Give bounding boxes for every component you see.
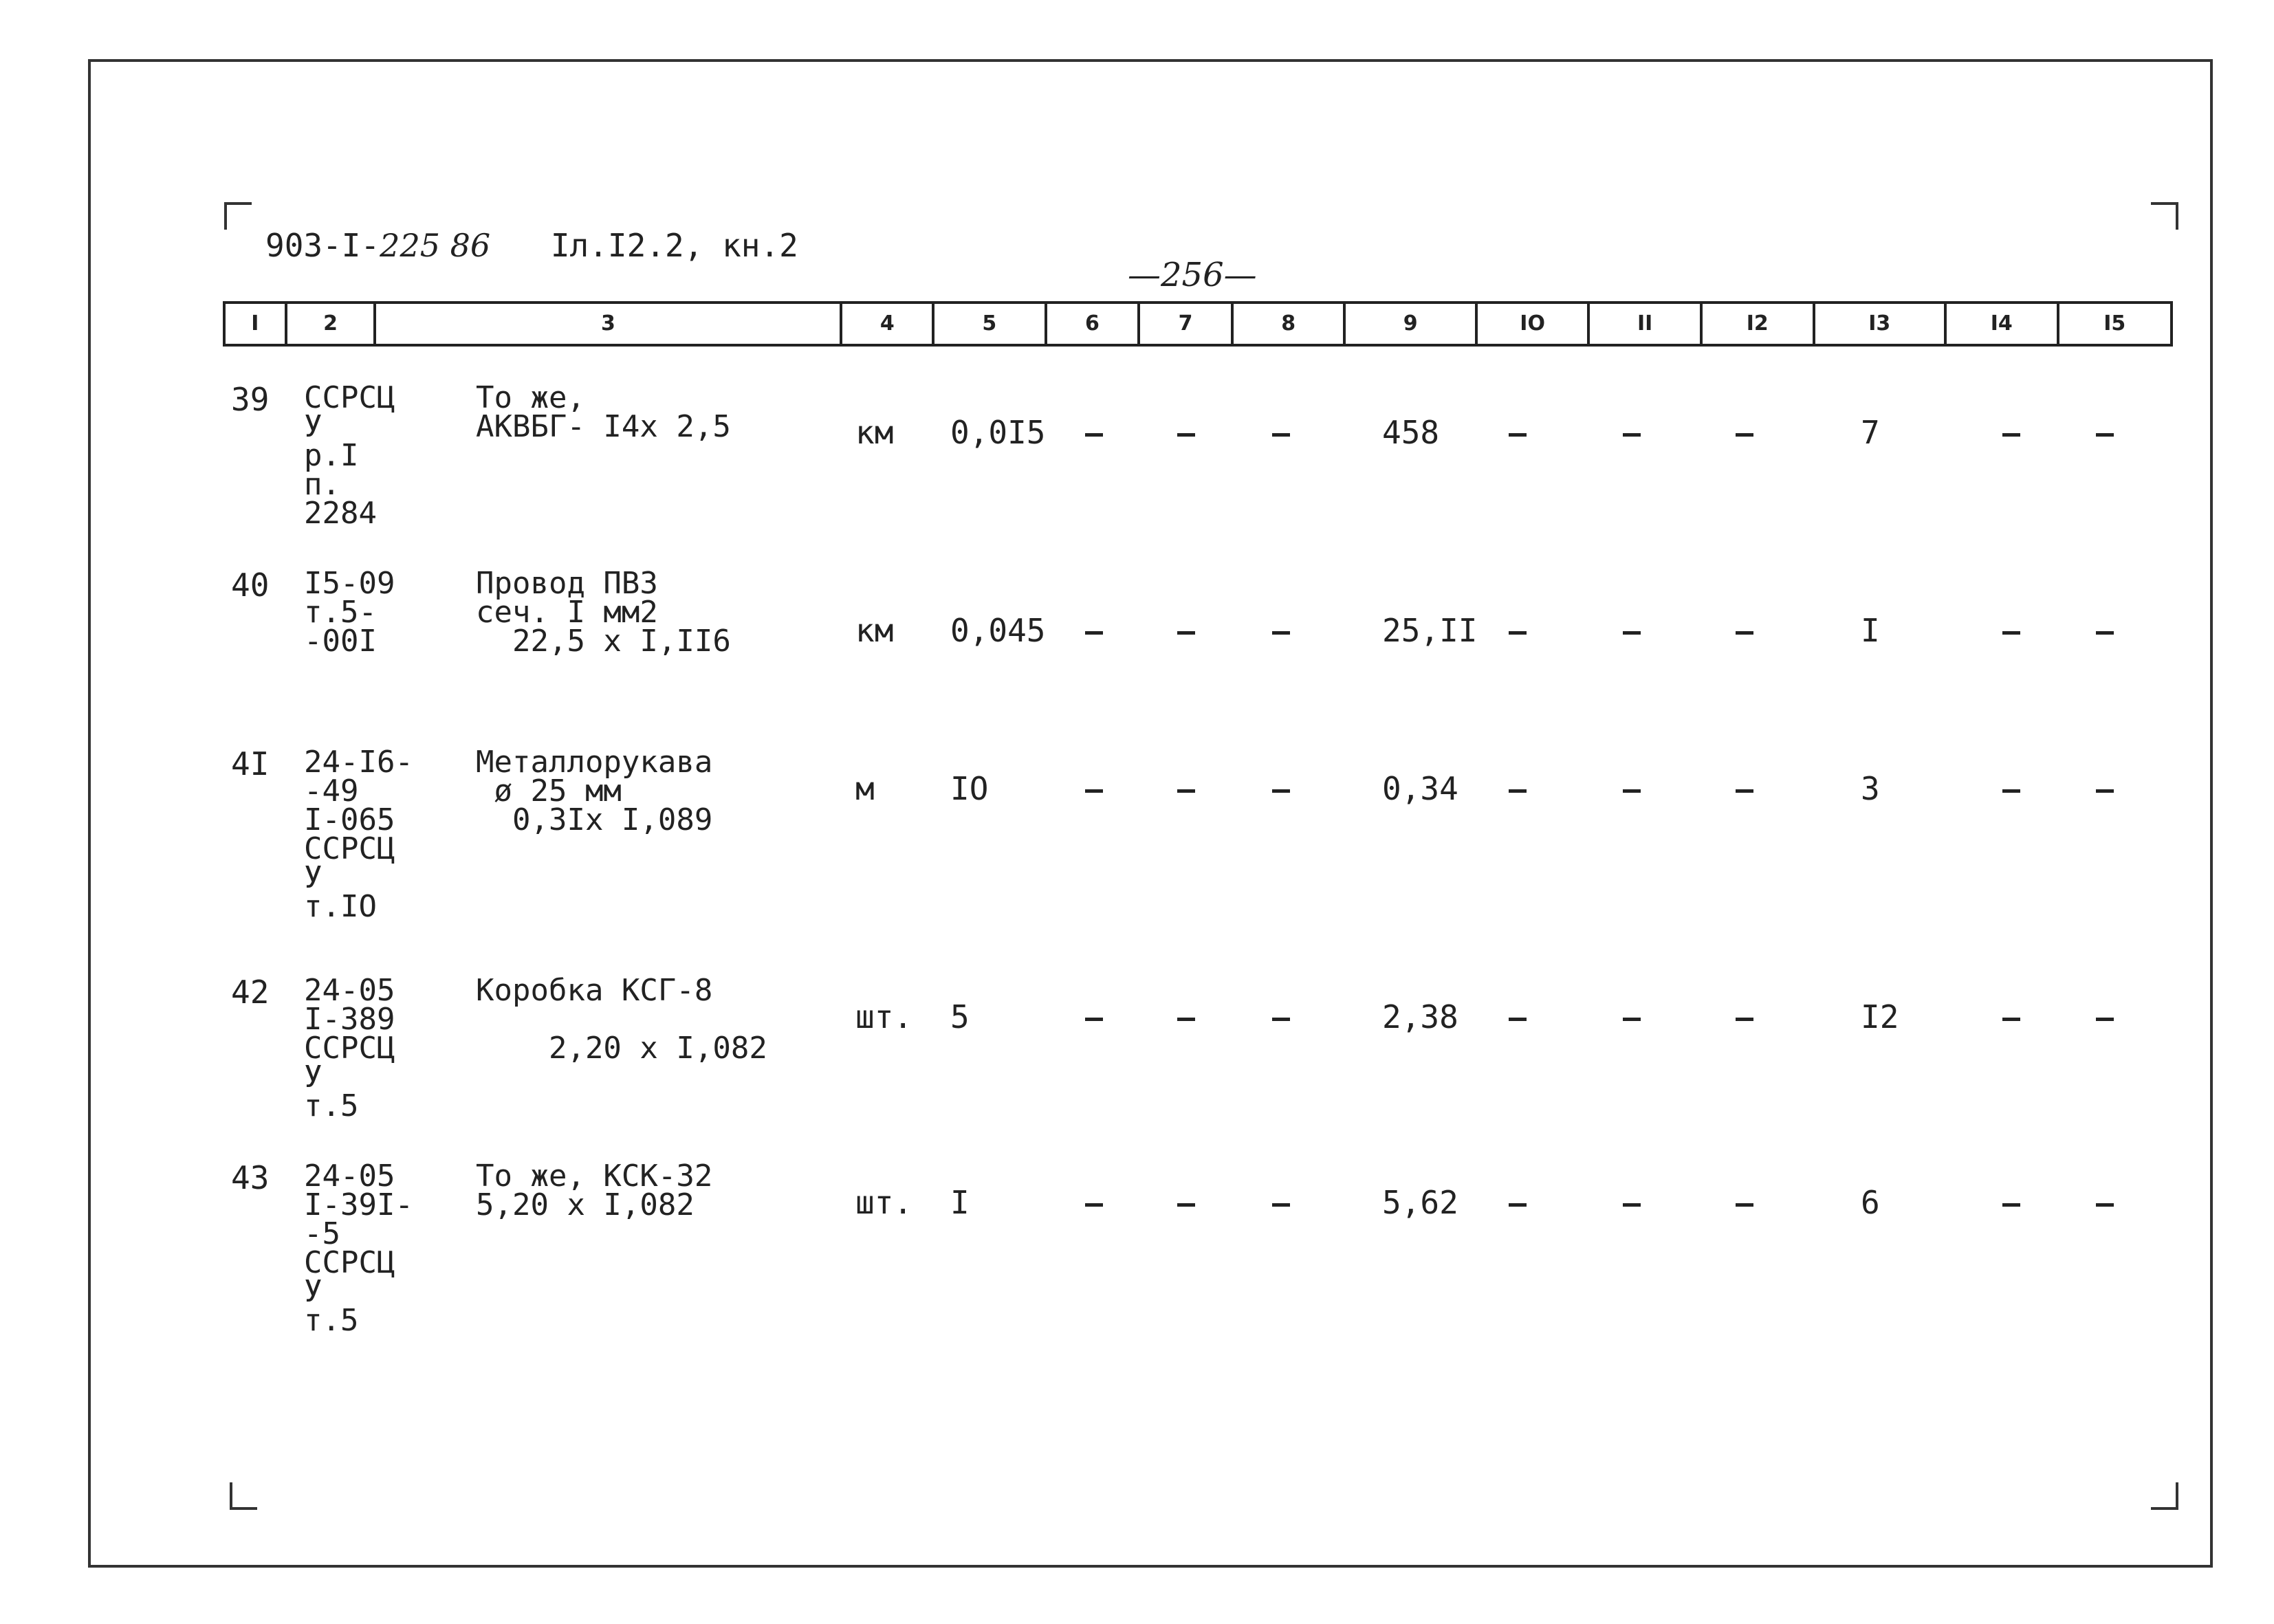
- empty-cell-dash: [2002, 433, 2020, 437]
- row-col9-value: 2,38: [1382, 998, 1458, 1035]
- corner-mark-top-left: [224, 202, 252, 230]
- empty-cell-dash: [1509, 1203, 1527, 1207]
- empty-cell-dash: [2096, 433, 2114, 437]
- sheet-reference: Iл.I2.2, кн.2: [550, 227, 798, 264]
- row-col13-value: 7: [1861, 414, 1880, 451]
- empty-cell-dash: [2096, 631, 2114, 635]
- corner-mark-bottom-right: [2151, 1482, 2178, 1510]
- empty-cell-dash: [1085, 631, 1103, 635]
- empty-cell-dash: [2002, 789, 2020, 793]
- column-header-11: II: [1590, 304, 1703, 344]
- empty-cell-dash: [1623, 789, 1641, 793]
- corner-mark-bottom-left: [230, 1482, 257, 1510]
- row-quantity: 0,045: [950, 612, 1046, 649]
- empty-cell-dash: [1509, 1018, 1527, 1021]
- empty-cell-dash: [1272, 789, 1290, 793]
- empty-cell-dash: [1509, 631, 1527, 635]
- row-col9-value: 0,34: [1382, 770, 1458, 807]
- row-col9-value: 25,II: [1382, 612, 1478, 649]
- row-col13-value: 6: [1861, 1184, 1880, 1221]
- empty-cell-dash: [1085, 1203, 1103, 1207]
- document-code: [265, 227, 798, 264]
- column-header-7: 7: [1140, 304, 1234, 344]
- column-header-12: I2: [1703, 304, 1815, 344]
- row-code: I5-09 т.5- -00I: [304, 566, 395, 659]
- row-col13-value: I: [1861, 612, 1880, 649]
- empty-cell-dash: [2096, 1018, 2114, 1021]
- empty-cell-dash: [1736, 631, 1753, 635]
- row-unit: км: [855, 414, 894, 451]
- column-header-5: 5: [934, 304, 1047, 344]
- row-number: 42: [231, 974, 270, 1011]
- row-unit: км: [855, 612, 894, 649]
- doc-code-handwritten: 225 86: [380, 227, 491, 264]
- row-quantity: 5: [950, 998, 970, 1035]
- empty-cell-dash: [1272, 433, 1290, 437]
- empty-cell-dash: [2002, 631, 2020, 635]
- row-code: 24-I6- -49 I-065 ССРСЦ У т.IO: [304, 745, 413, 924]
- column-header-1: I: [226, 304, 287, 344]
- column-header-13: I3: [1815, 304, 1947, 344]
- row-name: То же, КСК-32 5,20 х I,082: [476, 1159, 713, 1222]
- empty-cell-dash: [1623, 1203, 1641, 1207]
- row-code: 24-05 I-389 ССРСЦ У т.5: [304, 973, 395, 1123]
- empty-cell-dash: [1085, 1018, 1103, 1021]
- corner-mark-top-right: [2151, 202, 2178, 230]
- row-name: Металлорукава ø 25 мм 0,3Iх I,089: [476, 745, 713, 837]
- empty-cell-dash: [1623, 433, 1641, 437]
- column-header-15: I5: [2103, 311, 2126, 336]
- row-col9-value: 458: [1382, 414, 1440, 451]
- row-name: Коробка КСГ-8 2,20 х I,082: [476, 973, 767, 1066]
- doc-code-prefix: 903-I-: [265, 227, 380, 264]
- empty-cell-dash: [1736, 433, 1753, 437]
- empty-cell-dash: [1177, 1203, 1195, 1207]
- page-number: —256—: [1128, 256, 1257, 294]
- empty-cell-dash: [2002, 1203, 2020, 1207]
- column-header-14: I4: [1947, 304, 2059, 344]
- row-col13-value: I2: [1861, 998, 1899, 1035]
- column-header-8: 8: [1234, 304, 1346, 344]
- empty-cell-dash: [1272, 1018, 1290, 1021]
- empty-cell-dash: [1177, 1018, 1195, 1021]
- row-col13-value: 3: [1861, 770, 1880, 807]
- row-name: То же, АКВБГ- I4х 2,5: [476, 380, 731, 444]
- empty-cell-dash: [1272, 631, 1290, 635]
- row-unit: шт.: [855, 998, 913, 1035]
- empty-cell-dash: [1177, 433, 1195, 437]
- row-col9-value: 5,62: [1382, 1184, 1458, 1221]
- empty-cell-dash: [2002, 1018, 2020, 1021]
- row-quantity: 0,0I5: [950, 414, 1046, 451]
- row-quantity: IO: [950, 770, 989, 807]
- row-quantity: I: [950, 1184, 970, 1221]
- empty-cell-dash: [1509, 789, 1527, 793]
- column-header-6: 6: [1047, 304, 1141, 344]
- row-number: 43: [231, 1159, 270, 1196]
- row-unit: шт.: [855, 1184, 913, 1221]
- row-number: 4I: [231, 745, 270, 782]
- row-code: 24-05 I-39I- -5 ССРСЦ У т.5: [304, 1159, 413, 1338]
- empty-cell-dash: [1085, 433, 1103, 437]
- row-unit: м: [855, 770, 875, 807]
- column-header-row: [223, 301, 2173, 347]
- empty-cell-dash: [1736, 1018, 1753, 1021]
- empty-cell-dash: [1623, 1018, 1641, 1021]
- empty-cell-dash: [1177, 631, 1195, 635]
- empty-cell-dash: [2096, 789, 2114, 793]
- row-number: 40: [231, 567, 270, 604]
- column-header-9: 9: [1346, 304, 1477, 344]
- column-header-2: 2: [287, 304, 377, 344]
- empty-cell-dash: [1177, 789, 1195, 793]
- empty-cell-dash: [1509, 433, 1527, 437]
- empty-cell-dash: [1085, 789, 1103, 793]
- empty-cell-dash: [2096, 1203, 2114, 1207]
- column-header-10: IO: [1478, 304, 1590, 344]
- row-code: ССРСЦ У р.I п. 2284: [304, 380, 395, 531]
- empty-cell-dash: [1623, 631, 1641, 635]
- row-name: Провод ПВЗ сеч. I мм2 22,5 х I,II6: [476, 566, 731, 659]
- column-header-4: 4: [842, 304, 934, 344]
- column-header-3: 3: [376, 304, 842, 344]
- empty-cell-dash: [1272, 1203, 1290, 1207]
- empty-cell-dash: [1736, 1203, 1753, 1207]
- row-number: 39: [231, 381, 270, 418]
- empty-cell-dash: [1736, 789, 1753, 793]
